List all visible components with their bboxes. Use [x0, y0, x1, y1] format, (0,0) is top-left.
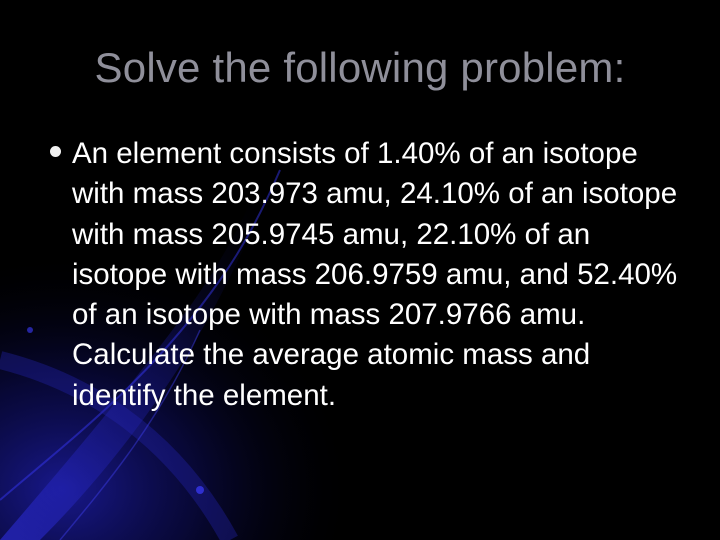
bullet-icon [50, 146, 61, 157]
problem-statement: An element consists of 1.40% of an isotope with mass 203.973 amu, 24.10% of an isotope with mass 205.9745 amu, 22.10% of an isotope with mass 206.9759 amu, and 52.40% of an isotope with mass 207.9766 amu. Calculate the average atomic mass and identify the element. [72, 137, 678, 412]
bullet-list [50, 134, 680, 416]
list-item [50, 134, 680, 416]
slide-title: Solve the following problem: [94, 44, 626, 91]
